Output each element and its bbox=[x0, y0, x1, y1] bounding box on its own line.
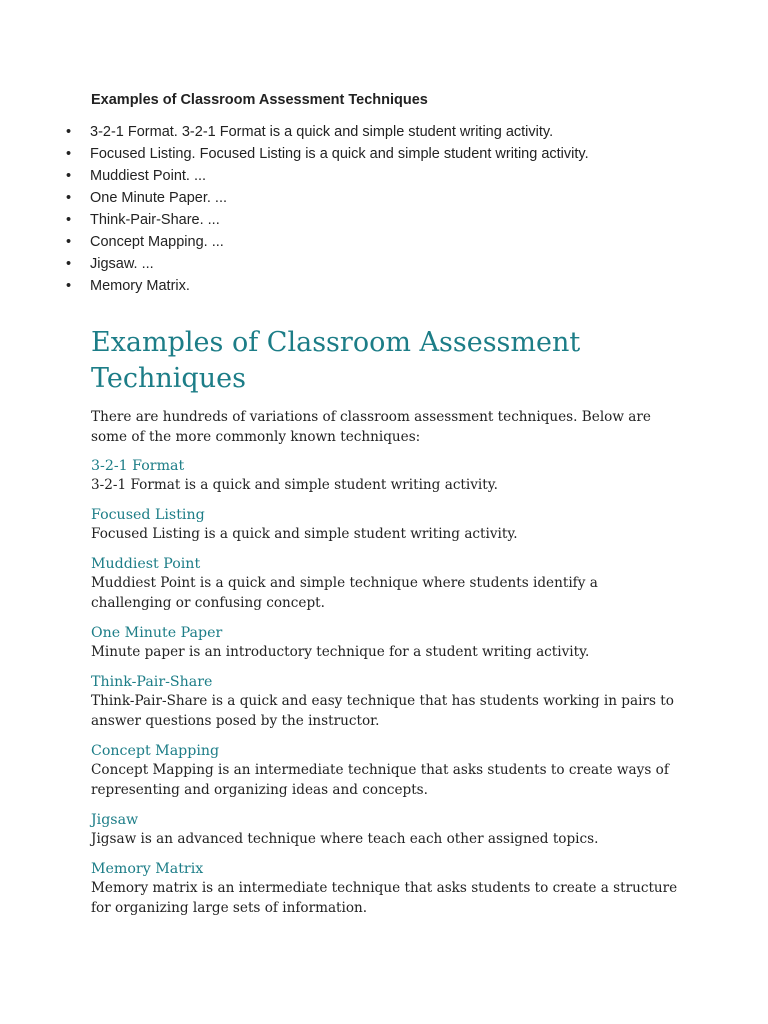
list-item bbox=[66, 231, 589, 253]
bullet-icon: • bbox=[66, 168, 72, 184]
description-line: 3-2-1 Format is a quick and simple student writing activity. bbox=[91, 477, 498, 493]
description-line: Focused Listing is a quick and simple student writing activity. bbox=[91, 526, 518, 542]
description-line: representing and organizing ideas and concepts. bbox=[91, 781, 428, 798]
technique-description bbox=[91, 574, 701, 613]
description-line: answer questions posed by the instructor. bbox=[91, 712, 380, 729]
article-title bbox=[91, 325, 651, 397]
summary-heading: Examples of Classroom Assessment Techniques bbox=[91, 92, 428, 108]
description-line: Muddiest Point is a quick and simple technique where students identify a bbox=[91, 575, 598, 591]
technique-heading: Concept Mapping bbox=[91, 743, 220, 759]
list-item bbox=[66, 187, 589, 209]
description-line: Think-Pair-Share is a quick and easy technique that has students working in pairs to bbox=[91, 693, 674, 709]
list-item bbox=[66, 165, 589, 187]
description-line: challenging or confusing concept. bbox=[91, 594, 325, 611]
technique-section-focused-listing bbox=[91, 505, 701, 545]
bullet-icon: • bbox=[66, 190, 72, 206]
technique-heading: Memory Matrix bbox=[91, 861, 204, 877]
list-item-text: Think-Pair-Share. ... bbox=[90, 212, 220, 228]
bullet-icon: • bbox=[66, 124, 72, 140]
technique-heading: Focused Listing bbox=[91, 507, 205, 523]
list-item bbox=[66, 209, 589, 231]
list-item-text: 3-2-1 Format. 3-2-1 Format is a quick and simple student writing activity. bbox=[90, 124, 554, 140]
description-line: Memory matrix is an intermediate technique that asks students to create a structure bbox=[91, 880, 678, 896]
list-item-text: Muddiest Point. ... bbox=[90, 168, 207, 184]
technique-heading: One Minute Paper bbox=[91, 625, 223, 641]
technique-section-3-2-1-format bbox=[91, 456, 701, 496]
description-line: for organizing large sets of information. bbox=[91, 899, 368, 916]
technique-description bbox=[91, 692, 701, 731]
technique-description bbox=[91, 830, 701, 850]
list-item bbox=[66, 253, 589, 275]
technique-heading: Think-Pair-Share bbox=[91, 674, 213, 690]
list-item-text: Focused Listing. Focused Listing is a quick and simple student writing activity. bbox=[90, 146, 589, 162]
article-title-line: Techniques bbox=[91, 363, 246, 394]
technique-section-one-minute-paper bbox=[91, 623, 701, 663]
bullet-icon: • bbox=[66, 146, 72, 162]
list-item bbox=[66, 121, 589, 143]
bullet-icon: • bbox=[66, 212, 72, 228]
technique-description bbox=[91, 761, 701, 800]
bullet-icon: • bbox=[66, 278, 72, 294]
list-item-text: Memory Matrix. bbox=[90, 278, 190, 294]
technique-heading: 3-2-1 Format bbox=[91, 458, 185, 474]
technique-section-jigsaw bbox=[91, 810, 701, 850]
technique-section-think-pair-share bbox=[91, 672, 701, 731]
bullet-icon: • bbox=[66, 256, 72, 272]
intro-line: There are hundreds of variations of classroom assessment techniques. Below are bbox=[91, 409, 651, 425]
list-item-text: Jigsaw. ... bbox=[90, 256, 154, 272]
technique-section-muddiest-point bbox=[91, 554, 701, 613]
technique-description bbox=[91, 879, 701, 918]
intro-line: some of the more commonly known techniques: bbox=[91, 429, 421, 445]
description-line: Concept Mapping is an intermediate technique that asks students to create ways of bbox=[91, 762, 669, 778]
technique-section-concept-mapping bbox=[91, 741, 701, 800]
technique-heading: Jigsaw bbox=[91, 812, 139, 828]
technique-description bbox=[91, 643, 701, 663]
list-item bbox=[66, 143, 589, 165]
description-line: Jigsaw is an advanced technique where teach each other assigned topics. bbox=[91, 831, 599, 847]
article-title-line: Examples of Classroom Assessment bbox=[91, 327, 581, 358]
technique-heading: Muddiest Point bbox=[91, 556, 201, 572]
list-item bbox=[66, 275, 589, 297]
description-line: Minute paper is an introductory technique for a student writing activity. bbox=[91, 644, 590, 660]
article-intro bbox=[91, 407, 691, 447]
summary-bullet-list bbox=[66, 121, 589, 297]
list-item-text: Concept Mapping. ... bbox=[90, 234, 224, 250]
bullet-icon: • bbox=[66, 234, 72, 250]
technique-section-memory-matrix bbox=[91, 859, 701, 918]
technique-description bbox=[91, 525, 701, 545]
list-item-text: One Minute Paper. ... bbox=[90, 190, 228, 206]
technique-description bbox=[91, 476, 701, 496]
